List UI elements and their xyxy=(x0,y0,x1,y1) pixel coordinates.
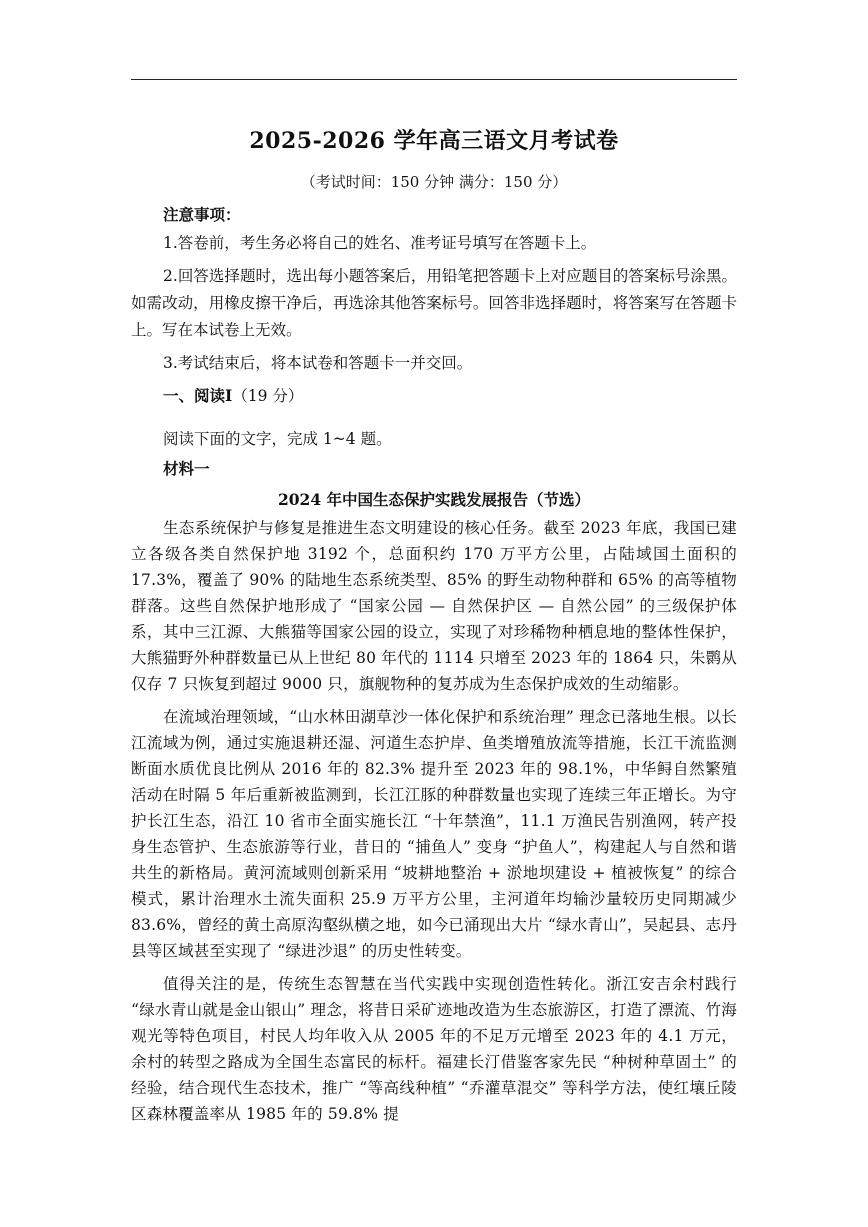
exam-title: 2025-2026 学年高三语文月考试卷 xyxy=(249,128,619,154)
note-item: 2.回答选择题时，选出每小题答案后，用铅笔把答题卡上对应题目的答案标号涂黑。如需改动，用橡皮擦干净后，再选涂其他答案标号。回答非选择题时，将答案写在答题卡上。写在本试卷上无效。 xyxy=(131,267,737,339)
article-body xyxy=(131,515,737,1134)
note-item: 3.考试结束后，将本试卷和答题卡一并交回。 xyxy=(163,354,473,372)
reading-instruction: 阅读下面的文字，完成 1~4 题。 xyxy=(163,430,392,448)
section-title: 一、阅读Ⅰ xyxy=(163,386,233,405)
section-points: （19 分） xyxy=(232,387,304,405)
article-paragraph: 生态系统保护与修复是推进生态文明建设的核心任务。截至 2023 年底，我国已建立各级各类自然保护地 3192 个，总面积约 170 万平方公里，占陆域国土面积的 17.3%，覆盖了 90% 的陆地生态系统类型、85% 的野生动物种群和 65% 的高等植物群落。这些自然保护地形成了 “国家公园 — 自然保护区 — 自然公园” 的三级保护体系，其中三江源、大熊猫等国家公园的设立，实现了对珍稀物种栖息地的整体性保护，大熊猫野外种群数量已从上世纪 80 年代的 1114 只增至 2023 年的 1864 只，朱鹮从仅存 7 只恢复到超过 9000 只，旗舰物种的复苏成为生态保护成效的生动缩影。 xyxy=(131,519,737,693)
exam-subtitle: （考试时间：150 分钟 满分：150 分） xyxy=(300,173,568,191)
article-title: 2024 年中国生态保护实践发展报告（节选） xyxy=(277,490,591,509)
article-paragraph: 值得关注的是，传统生态智慧在当代实践中实现创造性转化。浙江安吉余村践行 “绿水青山就是金山银山” 理念，将昔日采矿迹地改造为生态旅游区，打造了漂流、竹海观光等特色项目，村民人均年收入从 2005 年的不足万元增至 2023 年的 4.1 万元，余村的转型之路成为全国生态富民的标杆。福建长汀借鉴客家先民 “种树种草固土” 的经验，结合现代生态技术，推广 “等高线种植” “乔灌草混交” 等科学方法，使红壤丘陵区森林覆盖率从 1985 年的 59.8% 提 xyxy=(131,975,737,1123)
section-heading xyxy=(163,384,303,406)
notes-list xyxy=(131,230,737,377)
material-label: 材料一 xyxy=(163,459,210,478)
notes-heading: 注意事项： xyxy=(163,205,241,224)
article-paragraph: 在流域治理领域，“山水林田湖草沙一体化保护和系统治理” 理念已落地生根。以长江流域为例，通过实施退耕还湿、河道生态护岸、鱼类增殖放流等措施，长江干流监测断面水质优良比例从 2016 年的 82.3% 提升至 2023 年的 98.1%，中华鲟自然繁殖活动在时隔 5 年后重新被监测到，长江江豚的种群数量也实现了连续三年正增长。为守护长江生态，沿江 10 省市全面实施长江 “十年禁渔”，11.1 万渔民告别渔网，转产投身生态管护、生态旅游等行业，昔日的 “捕鱼人” 变身 “护鱼人”，构建起人与自然和谐共生的新格局。黄河流域则创新采用 “坡耕地整治 + 淤地坝建设 + 植被恢复” 的综合模式，累计治理水土流失面积 25.9 万平方公里，主河道年均输沙量较历史同期减少 83.6%，曾经的黄土高原沟壑纵横之地，如今已涌现出大片 “绿水青山”，吴起县、志丹县等区域甚至实现了 “绿进沙退” 的历史性转变。 xyxy=(131,708,737,960)
header-rule xyxy=(131,79,737,80)
note-item: 1.答卷前，考生务必将自己的姓名、准考证号填写在答题卡上。 xyxy=(163,234,597,252)
